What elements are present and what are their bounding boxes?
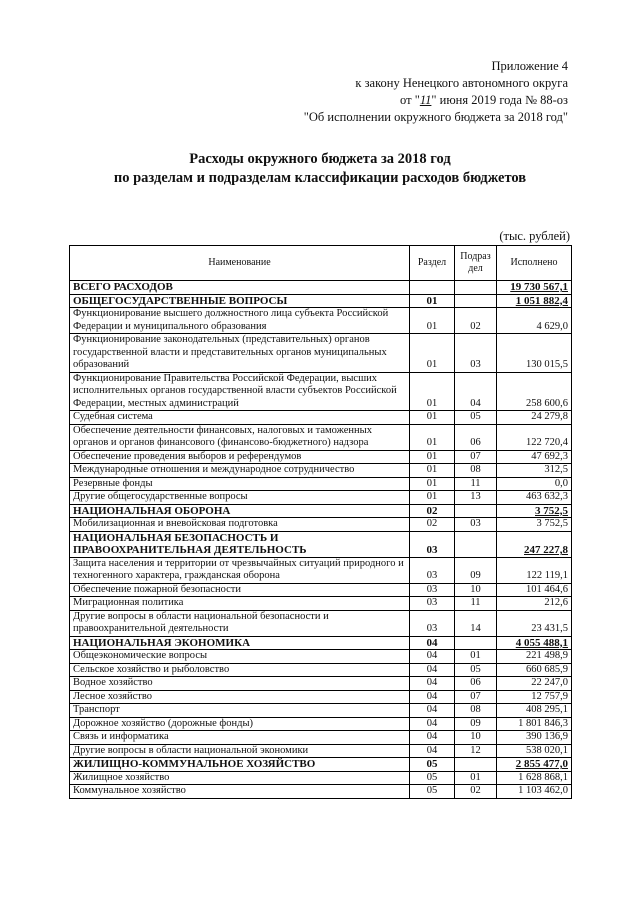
row-section: 03	[410, 610, 455, 636]
row-value: 538 020,1	[497, 744, 572, 758]
row-section: 01	[410, 491, 455, 505]
row-subsection: 11	[455, 477, 497, 491]
row-subsection: 03	[455, 518, 497, 532]
row-subsection: 09	[455, 557, 497, 583]
row-name: НАЦИОНАЛЬНАЯ БЕЗОПАСНОСТЬ И ПРАВООХРАНИТЕЛЬНАЯ ДЕЯТЕЛЬНОСТЬ	[70, 531, 410, 557]
row-section: 01	[410, 411, 455, 425]
table-row	[70, 597, 572, 611]
table-row	[70, 663, 572, 677]
appendix-header	[304, 58, 568, 126]
row-name: Международные отношения и международное сотрудничество	[70, 464, 410, 478]
table-row	[70, 411, 572, 425]
row-name: Дорожное хозяйство (дорожные фонды)	[70, 717, 410, 731]
table-row	[70, 690, 572, 704]
row-value: 12 757,9	[497, 690, 572, 704]
row-name: Мобилизационная и вневойсковая подготовка	[70, 518, 410, 532]
row-name: Связь и информатика	[70, 731, 410, 745]
table-row	[70, 557, 572, 583]
row-value: 660 685,9	[497, 663, 572, 677]
title-line-1: Расходы окружного бюджета за 2018 год	[189, 151, 451, 167]
table-row	[70, 450, 572, 464]
row-value: 130 015,5	[497, 334, 572, 373]
row-section: 05	[410, 771, 455, 785]
row-section: 01	[410, 372, 455, 411]
table-row	[70, 583, 572, 597]
row-section: 03	[410, 583, 455, 597]
row-subsection: 01	[455, 771, 497, 785]
row-value: 4 629,0	[497, 308, 572, 334]
row-value: 3 752,5	[497, 518, 572, 532]
row-section: 02	[410, 504, 455, 518]
row-value: 4 055 488,1	[497, 636, 572, 650]
title-line-2: по разделам и подразделам классификации расходов бюджетов	[113, 170, 527, 186]
row-value: 247 227,8	[497, 531, 572, 557]
header-name: Наименование	[70, 246, 410, 281]
table-header-row	[70, 246, 572, 281]
row-subsection: 10	[455, 731, 497, 745]
row-subsection: 08	[455, 704, 497, 718]
row-value: 312,5	[497, 464, 572, 478]
row-name: Водное хозяйство	[70, 677, 410, 691]
table-row	[70, 334, 572, 373]
row-section: 01	[410, 464, 455, 478]
table-body	[70, 281, 572, 799]
row-value: 1 051 882,4	[497, 294, 572, 308]
row-subsection: 13	[455, 491, 497, 505]
table-row	[70, 308, 572, 334]
row-subsection: 02	[455, 785, 497, 799]
row-subsection: 02	[455, 308, 497, 334]
document-title	[0, 150, 640, 188]
row-section: 04	[410, 663, 455, 677]
row-section: 04	[410, 731, 455, 745]
row-section: 04	[410, 704, 455, 718]
row-name: Общеэкономические вопросы	[70, 650, 410, 664]
row-name: ОБЩЕГОСУДАРСТВЕННЫЕ ВОПРОСЫ	[70, 294, 410, 308]
row-section: 04	[410, 636, 455, 650]
row-name: Другие общегосударственные вопросы	[70, 491, 410, 505]
row-name: Другие вопросы в области национальной экономики	[70, 744, 410, 758]
table-row	[70, 704, 572, 718]
row-subsection	[455, 294, 497, 308]
row-value: 122 720,4	[497, 424, 572, 450]
appendix-date-prefix: от "	[400, 93, 420, 107]
row-value: 1 103 462,0	[497, 785, 572, 799]
header-executed: Исполнено	[497, 246, 572, 281]
total-row	[70, 281, 572, 295]
row-value: 23 431,5	[497, 610, 572, 636]
row-value: 408 295,1	[497, 704, 572, 718]
row-subsection: 06	[455, 677, 497, 691]
row-subsection: 14	[455, 610, 497, 636]
row-subsection	[455, 758, 497, 772]
row-subsection: 11	[455, 597, 497, 611]
row-subsection: 12	[455, 744, 497, 758]
row-subsection: 05	[455, 663, 497, 677]
row-name: Коммунальное хозяйство	[70, 785, 410, 799]
table-row	[70, 372, 572, 411]
section-row	[70, 294, 572, 308]
row-value: 0,0	[497, 477, 572, 491]
row-value: 122 119,1	[497, 557, 572, 583]
table-row	[70, 650, 572, 664]
row-name: НАЦИОНАЛЬНАЯ ЭКОНОМИКА	[70, 636, 410, 650]
units-label: (тыс. рублей)	[499, 229, 570, 243]
row-name: Миграционная политика	[70, 597, 410, 611]
table-row	[70, 677, 572, 691]
table-row	[70, 610, 572, 636]
row-value: 221 498,9	[497, 650, 572, 664]
appendix-law-title: "Об исполнении окружного бюджета за 2018 год"	[303, 110, 568, 124]
section-row	[70, 531, 572, 557]
row-value: 2 855 477,0	[497, 758, 572, 772]
appendix-number: Приложение 4	[491, 59, 568, 73]
row-name: Лесное хозяйство	[70, 690, 410, 704]
row-section: 01	[410, 294, 455, 308]
row-name: Резервные фонды	[70, 477, 410, 491]
row-value: 258 600,6	[497, 372, 572, 411]
row-section: 03	[410, 531, 455, 557]
row-section: 01	[410, 308, 455, 334]
row-value: 47 692,3	[497, 450, 572, 464]
table-row	[70, 771, 572, 785]
row-value: 24 279,8	[497, 411, 572, 425]
row-subsection: 10	[455, 583, 497, 597]
row-name: Обеспечение пожарной безопасности	[70, 583, 410, 597]
row-section: 01	[410, 424, 455, 450]
row-name: Функционирование Правительства Российской Федерации, высших исполнительных органов государственной власти субъектов Российской Федерации, местных администраций	[70, 372, 410, 411]
row-section: 04	[410, 690, 455, 704]
appendix-date-line	[304, 92, 568, 109]
row-name: НАЦИОНАЛЬНАЯ ОБОРОНА	[70, 504, 410, 518]
row-name: Функционирование высшего должностного лица субъекта Российской Федерации и муниципального образования	[70, 308, 410, 334]
row-section: 01	[410, 450, 455, 464]
table-row	[70, 477, 572, 491]
row-section: 03	[410, 557, 455, 583]
row-subsection: 07	[455, 450, 497, 464]
row-subsection: 08	[455, 464, 497, 478]
section-row	[70, 758, 572, 772]
table-row	[70, 491, 572, 505]
row-name: Другие вопросы в области национальной безопасности и правоохранительной деятельности	[70, 610, 410, 636]
row-value: 390 136,9	[497, 731, 572, 745]
row-section: 04	[410, 677, 455, 691]
row-section	[410, 281, 455, 295]
row-subsection: 04	[455, 372, 497, 411]
row-subsection	[455, 636, 497, 650]
row-section: 05	[410, 758, 455, 772]
row-value: 1 801 846,3	[497, 717, 572, 731]
appendix-date-suffix: " июня 2019 года № 88-оз	[431, 93, 568, 107]
row-name: Транспорт	[70, 704, 410, 718]
row-subsection: 01	[455, 650, 497, 664]
row-value: 212,6	[497, 597, 572, 611]
row-name: Защита населения и территории от чрезвычайных ситуаций природного и техногенного характера, гражданская оборона	[70, 557, 410, 583]
row-value: 19 730 567,1	[497, 281, 572, 295]
row-value: 101 464,6	[497, 583, 572, 597]
row-value: 22 247,0	[497, 677, 572, 691]
row-name: Жилищное хозяйство	[70, 771, 410, 785]
row-subsection: 07	[455, 690, 497, 704]
row-section: 05	[410, 785, 455, 799]
row-value: 463 632,3	[497, 491, 572, 505]
row-name: Функционирование законодательных (представительных) органов государственной власти и представительных органов муниципальных образований	[70, 334, 410, 373]
header-subsection: Подраз дел	[455, 246, 497, 281]
row-value: 1 628 868,1	[497, 771, 572, 785]
row-section: 04	[410, 717, 455, 731]
row-subsection	[455, 504, 497, 518]
row-name: ВСЕГО РАСХОДОВ	[70, 281, 410, 295]
row-section: 01	[410, 334, 455, 373]
appendix-day: 11	[419, 93, 432, 107]
table-row	[70, 424, 572, 450]
section-row	[70, 636, 572, 650]
row-name: Сельское хозяйство и рыболовство	[70, 663, 410, 677]
row-subsection: 09	[455, 717, 497, 731]
budget-table	[69, 245, 572, 799]
row-value: 3 752,5	[497, 504, 572, 518]
row-section: 02	[410, 518, 455, 532]
row-name: ЖИЛИЩНО-КОММУНАЛЬНОЕ ХОЗЯЙСТВО	[70, 758, 410, 772]
row-subsection	[455, 281, 497, 295]
row-subsection: 06	[455, 424, 497, 450]
row-section: 03	[410, 597, 455, 611]
table-row	[70, 744, 572, 758]
table-row	[70, 464, 572, 478]
row-section: 01	[410, 477, 455, 491]
section-row	[70, 504, 572, 518]
table-row	[70, 518, 572, 532]
table-row	[70, 731, 572, 745]
row-name: Обеспечение деятельности финансовых, налоговых и таможенных органов и органов финансового (финансово-бюджетного) надзора	[70, 424, 410, 450]
table-row	[70, 717, 572, 731]
row-subsection	[455, 531, 497, 557]
row-section: 04	[410, 744, 455, 758]
row-name: Обеспечение проведения выборов и референдумов	[70, 450, 410, 464]
appendix-law-ref: к закону Ненецкого автономного округа	[355, 76, 568, 90]
row-subsection: 05	[455, 411, 497, 425]
table-row	[70, 785, 572, 799]
row-section: 04	[410, 650, 455, 664]
header-section: Раздел	[410, 246, 455, 281]
row-name: Судебная система	[70, 411, 410, 425]
row-subsection: 03	[455, 334, 497, 373]
